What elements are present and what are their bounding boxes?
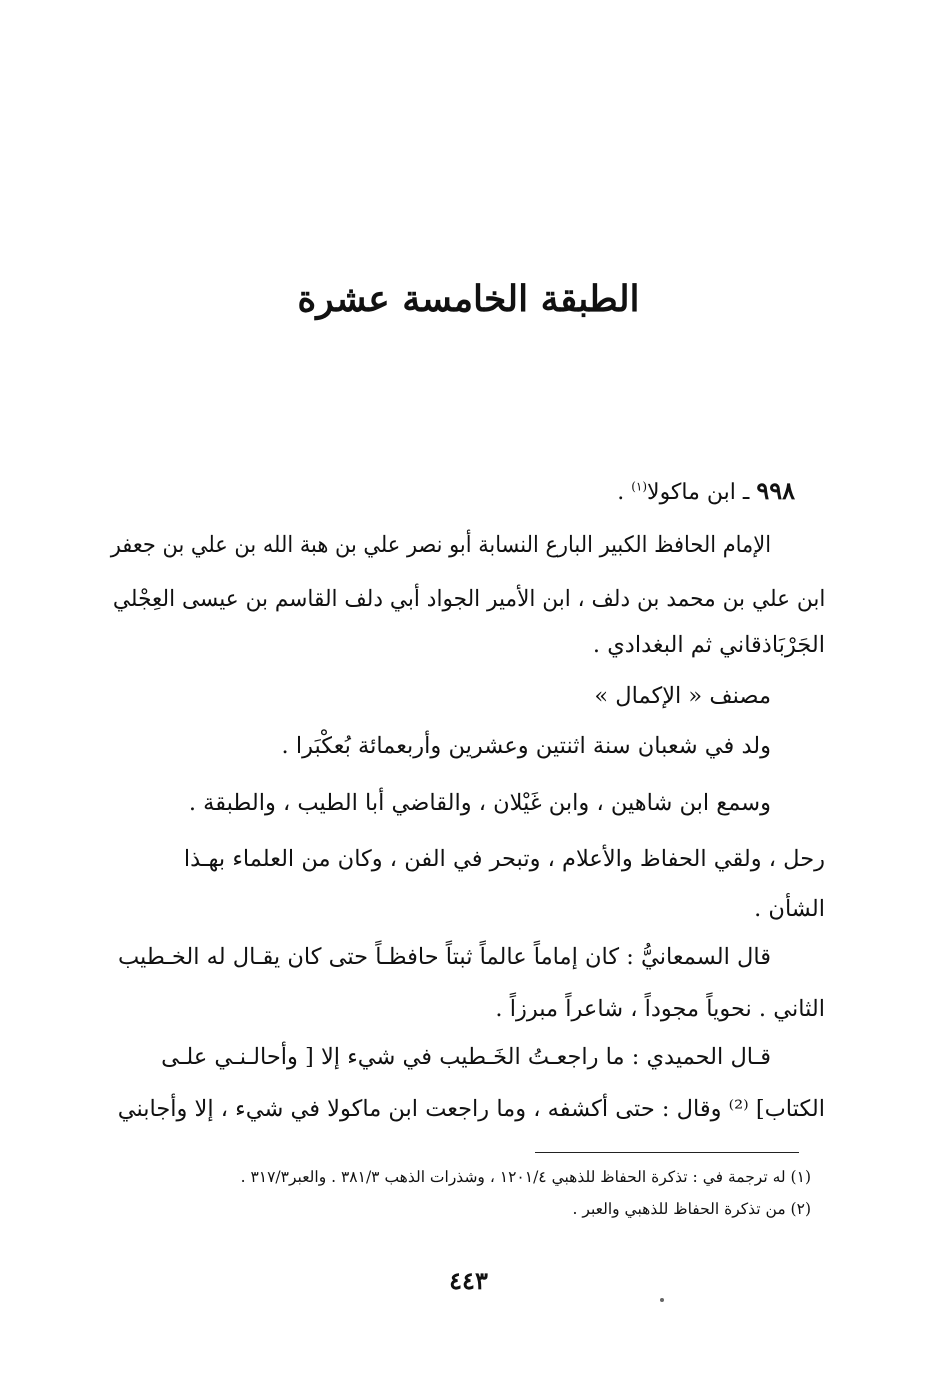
body-line: وسمع ابن شاهين ، وابن غَيْلان ، والقاضي أبا الطيب ، والطبقة . (188, 790, 771, 816)
scan-speck (660, 1298, 664, 1302)
body-line: ولد في شعبان سنة اثنتين وعشرين وأربعمائة بُعكْبَرا . (281, 733, 771, 759)
body-line: قـال الحميدي : ما راجعـتُ الخَـطيب في شيء إلا [ وأحالـنـي علـى (161, 1044, 771, 1070)
body-line: الكتاب] ⁽²⁾ وقال : حتى أكشفه ، وما راجعت ابن ماكولا في شيء ، إلا وأجابني (117, 1096, 825, 1122)
body-line: الإمام الحافظ الكبير البارع النسابة أبو نصر علي بن هبة الله بن علي بن جعفر (110, 532, 771, 558)
body-line: الثاني . نحوياً مجوداً ، شاعراً مبرزاً . (495, 996, 825, 1022)
entry-end: . (617, 480, 625, 505)
entry-name: ابن ماكولا (647, 480, 736, 505)
body-line: ابن علي بن محمد بن دلف ، ابن الأمير الجواد أبي دلف القاسم بن عيسى العِجْلي (112, 586, 825, 612)
body-line: الجَرْبَاذقاني ثم البغدادي . (592, 632, 825, 658)
footnote-2: (٢) من تذكرة الحفاظ للذهبي والعبر . (572, 1200, 811, 1218)
entry-number: ٩٩٨ (756, 476, 795, 505)
page-number: ٤٤٣ (449, 1266, 488, 1295)
body-line: الشأن . (754, 896, 825, 922)
entry-footnote-ref: (١) (631, 479, 648, 494)
footnote-1: (١) له ترجمة في : تذكرة الحفاظ للذهبي ١٢٠١/٤ ، وشذرات الذهب ٣٨١/٣ . والعبر٣١٧/٣ . (240, 1168, 811, 1186)
entry-heading (617, 476, 795, 505)
body-line: رحل ، ولقي الحفاظ والأعلام ، وتبحر في الفن ، وكان من العلماء بهـذا (183, 846, 825, 872)
section-title: الطبقة الخامسة عشرة (297, 278, 640, 320)
footnote-separator (535, 1152, 799, 1153)
entry-dash: ـ (742, 480, 750, 505)
body-line: مصنف « الإكمال » (594, 683, 771, 709)
body-line: قال السمعانيُّ : كان إماماً عالماً ثبتاً حافظـاً حتى كان يقـال له الخـطيب (117, 944, 771, 970)
